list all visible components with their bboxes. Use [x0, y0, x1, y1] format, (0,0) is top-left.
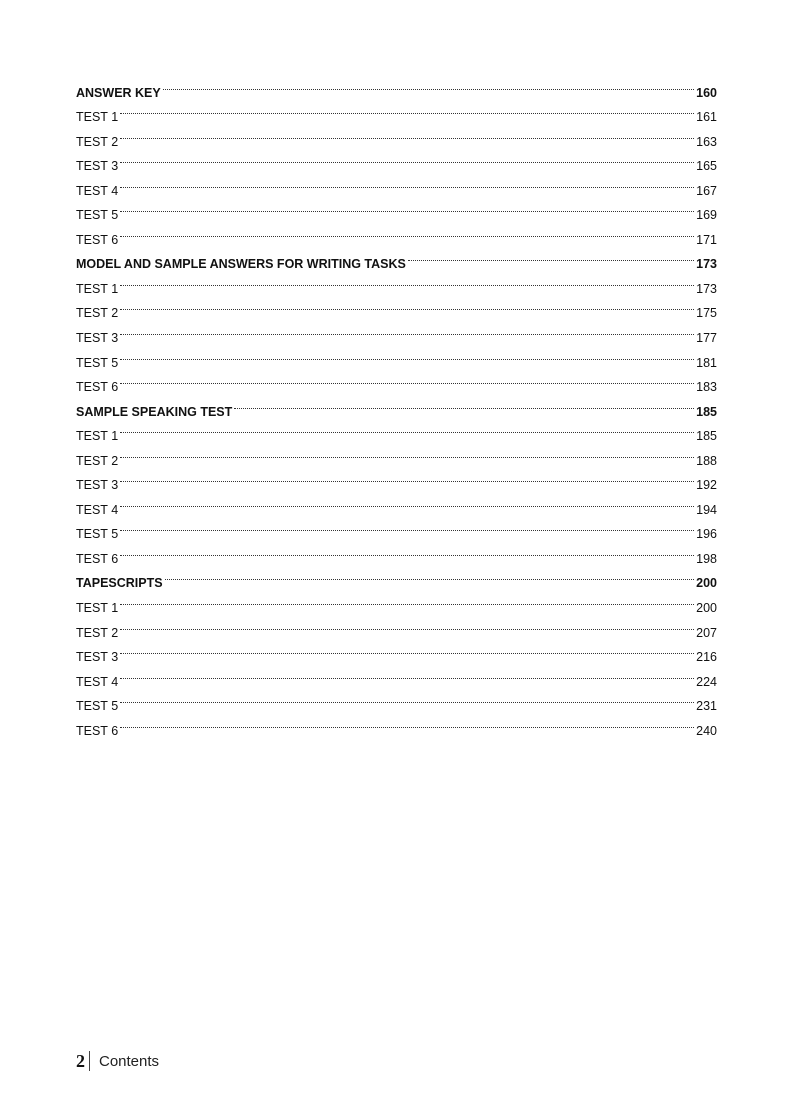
toc-page-number: 161 — [696, 110, 717, 125]
toc-entry-row[interactable] — [76, 686, 717, 714]
toc-entry-row[interactable] — [76, 317, 717, 346]
toc-title: TEST 1 — [76, 429, 119, 444]
toc-page-number: 163 — [696, 134, 717, 149]
toc-entry-row[interactable] — [76, 293, 717, 321]
toc-title: TEST 4 — [76, 674, 119, 689]
toc-dot-leader — [120, 587, 694, 612]
toc-title: TEST 1 — [76, 281, 119, 296]
toc-title: TEST 5 — [76, 699, 119, 714]
toc-section-row[interactable] — [76, 244, 717, 272]
toc-dot-leader — [120, 489, 694, 514]
toc-title: TAPESCRIPTS — [76, 576, 163, 591]
toc-dot-leader — [120, 97, 694, 122]
toc-page-number: 173 — [696, 257, 717, 272]
toc-title: TEST 3 — [76, 650, 119, 665]
page-footer — [76, 1048, 159, 1074]
toc-dot-leader — [408, 244, 694, 269]
toc-section-row[interactable] — [76, 391, 717, 419]
toc-title: TEST 2 — [76, 134, 119, 149]
toc-entry-row[interactable] — [76, 170, 717, 198]
toc-dot-leader — [120, 661, 694, 686]
toc-page-number: 175 — [696, 306, 717, 321]
toc-title: TEST 6 — [76, 551, 119, 566]
toc-entry-row[interactable] — [76, 342, 717, 370]
toc-page-number: 188 — [696, 453, 717, 468]
toc-page-number: 185 — [696, 404, 717, 419]
toc-title: TEST 5 — [76, 355, 119, 370]
toc-page-number: 224 — [696, 674, 717, 689]
toc-dot-leader — [120, 538, 694, 563]
toc-dot-leader — [120, 317, 694, 342]
toc-dot-leader — [120, 686, 694, 711]
toc-entry-row[interactable] — [76, 465, 717, 493]
toc-title: TEST 6 — [76, 723, 119, 738]
toc-title: TEST 6 — [76, 380, 119, 395]
toc-page-number: 177 — [696, 331, 717, 346]
toc-title: SAMPLE SPEAKING TEST — [76, 404, 233, 419]
toc-title: MODEL AND SAMPLE ANSWERS FOR WRITING TASKS — [76, 257, 406, 272]
toc-entry-row[interactable] — [76, 587, 717, 616]
toc-page-number: 196 — [696, 527, 717, 542]
toc-dot-leader — [120, 342, 694, 367]
toc-entry-row[interactable] — [76, 637, 717, 665]
toc-dot-leader — [120, 465, 694, 490]
toc-dot-leader — [120, 146, 694, 171]
toc-title: TEST 3 — [76, 478, 119, 493]
toc-section-row[interactable] — [76, 72, 717, 100]
toc-title: TEST 1 — [76, 110, 119, 125]
footer-divider — [89, 1051, 90, 1071]
toc-page-number: 160 — [696, 85, 717, 100]
toc-dot-leader — [165, 563, 695, 588]
toc-title: TEST 4 — [76, 502, 119, 517]
toc-page-number: 240 — [696, 723, 717, 738]
toc-page-number: 216 — [696, 650, 717, 665]
toc-entry-row[interactable] — [76, 268, 717, 296]
toc-page-number: 185 — [696, 429, 717, 444]
toc-dot-leader — [120, 637, 694, 662]
toc-entry-row[interactable] — [76, 661, 717, 689]
toc-page-number: 200 — [696, 601, 717, 616]
toc-page-number: 207 — [696, 625, 717, 640]
toc-page-number: 192 — [696, 478, 717, 493]
toc-dot-leader — [120, 195, 694, 220]
toc-entry-row[interactable] — [76, 146, 717, 174]
toc-section-row[interactable] — [76, 563, 717, 591]
toc-title: TEST 1 — [76, 601, 119, 616]
toc-dot-leader — [120, 170, 694, 195]
toc-page-number: 231 — [696, 699, 717, 714]
toc-entry-row[interactable] — [76, 97, 717, 125]
toc-dot-leader — [163, 72, 694, 97]
toc-entry-row[interactable] — [76, 489, 717, 517]
toc-entry-row[interactable] — [76, 195, 717, 223]
toc-dot-leader — [120, 514, 694, 539]
toc-dot-leader — [120, 367, 694, 392]
footer-page-number: 2 — [76, 1050, 85, 1071]
toc-title: TEST 2 — [76, 625, 119, 640]
table-of-contents — [76, 72, 717, 738]
toc-dot-leader — [120, 121, 694, 146]
toc-title: TEST 3 — [76, 159, 119, 174]
toc-entry-row[interactable] — [76, 416, 717, 444]
toc-entry-row[interactable] — [76, 440, 717, 468]
toc-title: TEST 2 — [76, 453, 119, 468]
toc-page-number: 181 — [696, 355, 717, 370]
toc-dot-leader — [120, 293, 694, 318]
toc-page-number: 167 — [696, 183, 717, 198]
toc-entry-row[interactable] — [76, 612, 717, 640]
toc-title: TEST 5 — [76, 208, 119, 223]
toc-dot-leader — [120, 416, 694, 441]
toc-title: TEST 3 — [76, 331, 119, 346]
toc-title: TEST 5 — [76, 527, 119, 542]
toc-page-number: 169 — [696, 208, 717, 223]
toc-title: TEST 6 — [76, 232, 119, 247]
toc-page-number: 165 — [696, 159, 717, 174]
toc-page-number: 194 — [696, 502, 717, 517]
toc-dot-leader — [120, 268, 694, 293]
toc-dot-leader — [120, 710, 694, 735]
toc-page-number: 200 — [696, 576, 717, 591]
toc-entry-row[interactable] — [76, 367, 717, 395]
toc-entry-row[interactable] — [76, 219, 717, 247]
toc-page-number: 198 — [696, 551, 717, 566]
toc-entry-row[interactable] — [76, 710, 717, 738]
toc-page-number: 183 — [696, 380, 717, 395]
toc-page-number: 171 — [696, 232, 717, 247]
toc-dot-leader — [120, 612, 694, 637]
footer-section-label: Contents — [99, 1052, 160, 1070]
toc-entry-row[interactable] — [76, 121, 717, 149]
toc-dot-leader — [120, 219, 694, 244]
toc-dot-leader — [120, 440, 694, 465]
toc-entry-row[interactable] — [76, 514, 717, 542]
toc-title: TEST 2 — [76, 306, 119, 321]
toc-entry-row[interactable] — [76, 538, 717, 566]
toc-page-number: 173 — [696, 281, 717, 296]
toc-title: TEST 4 — [76, 183, 119, 198]
toc-title: ANSWER KEY — [76, 85, 161, 100]
toc-dot-leader — [234, 391, 694, 416]
